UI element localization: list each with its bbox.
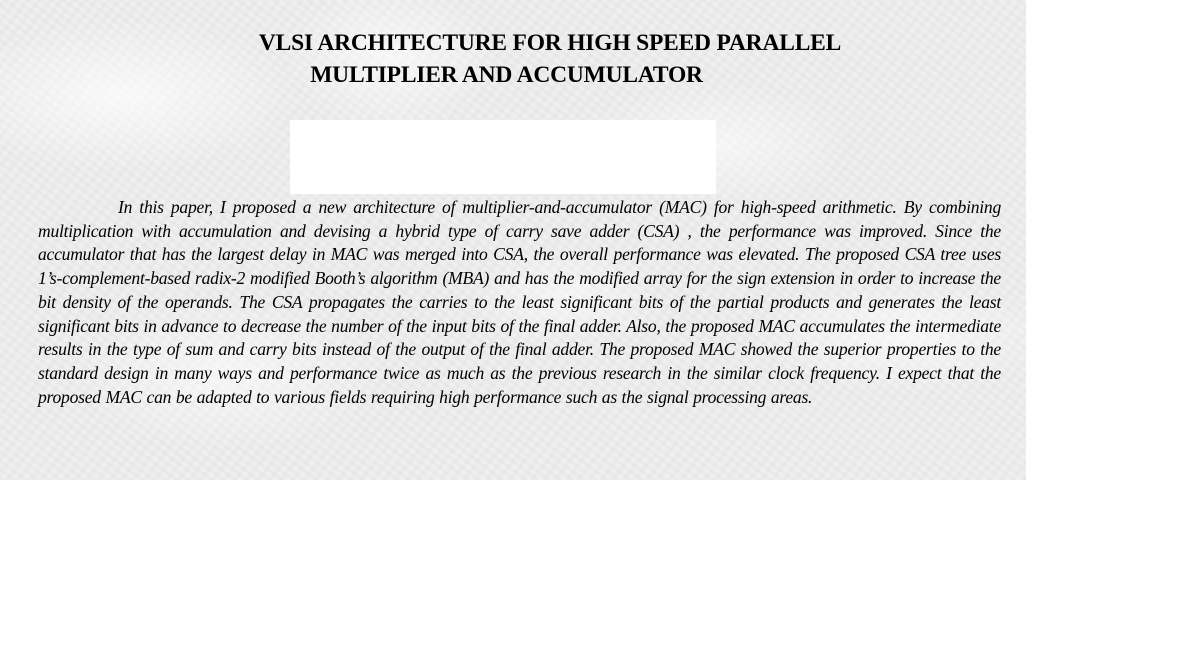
title-line-1: VLSI ARCHITECTURE FOR HIGH SPEED PARALLEL: [258, 30, 842, 56]
abstract-text: In this paper, I proposed a new architecture of multiplier-and-accumulator (MAC) for high-speed arithmetic. By combining multiplication with accumulation and devising a hybrid type of carry save adder (CSA) , the performance was improved. Since the accumulator that has the largest delay in MAC was merged into CSA, the overall performance was elevated. The proposed CSA tree uses 1’s-complement-based radix-2 modified Booth’s algorithm (MBA) and has the modified array for the sign extension in order to increase the bit density of the operands. The CSA propagates the carries to the least significant bits of the partial products and generates the least significant bits in advance to decrease the number of the input bits of the final adder. Also, the proposed MAC accumulates the intermediate results in the type of sum and carry bits instead of the output of the final adder. The proposed MAC showed the superior properties to the standard design in many ways and performance twice as much as the previous research in the similar clock frequency. I expect that the proposed MAC can be adapted to various fields requiring high performance such as the signal processing areas.: [38, 197, 1001, 407]
title-line-2: MULTIPLIER AND ACCUMULATOR: [310, 62, 703, 88]
paper-title: [150, 27, 950, 91]
author-block-blank: [290, 120, 716, 194]
